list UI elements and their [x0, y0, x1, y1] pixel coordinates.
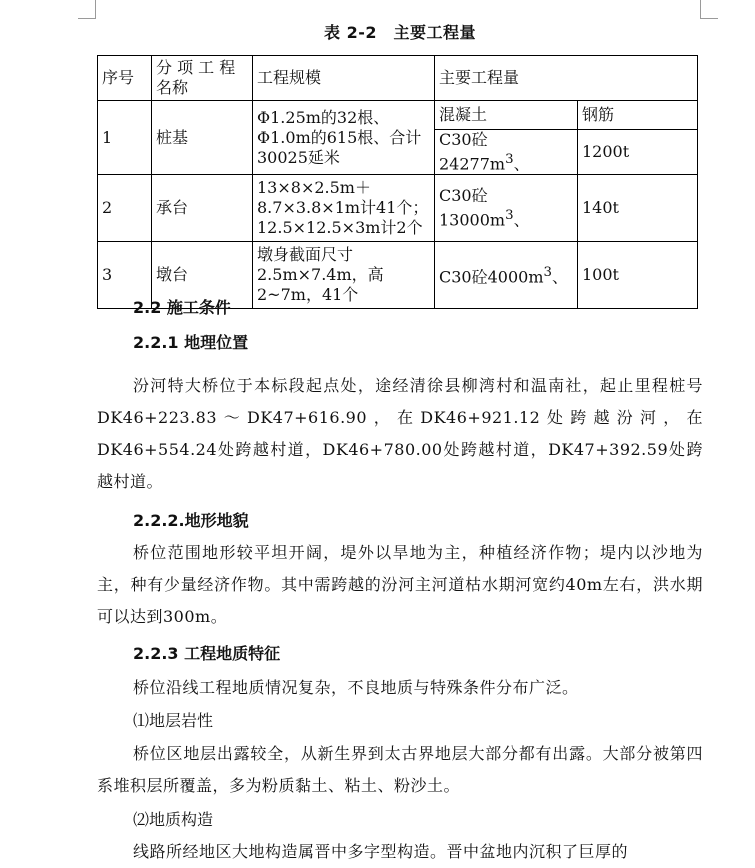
header-name: 分 项 工 程名称: [152, 56, 253, 101]
row2-seq: 2: [98, 175, 152, 242]
section-2-2-3-heading: 2.2.3 工程地质特征: [133, 644, 281, 663]
row1-rebar-label: 钢筋: [578, 101, 698, 130]
item-2-paragraph: 线路所经地区大地构造属晋中多字型构造。晋中盆地内沉积了巨厚的: [133, 842, 629, 861]
section-2-2-3-intro: 桥位沿线工程地质情况复杂，不良地质与特殊条件分布广泛。: [133, 678, 579, 697]
row2-name: 承台: [152, 175, 253, 242]
crop-mark-top-right-vertical: [700, 0, 701, 18]
quantities-table: [97, 55, 698, 309]
row2-rebar: 140t: [578, 175, 698, 242]
row1-rebar: 1200t: [578, 130, 698, 175]
row3-seq: 3: [98, 242, 152, 309]
crop-mark-top-left-horizontal: [78, 18, 96, 19]
header-main-qty: 主要工程量: [435, 56, 698, 101]
header-seq: 序号: [98, 56, 152, 101]
row3-name: 墩台: [152, 242, 253, 309]
row3-concrete: C30砼$4000m^3$、: [435, 242, 578, 309]
table-row: [98, 101, 698, 130]
table-row: [98, 175, 698, 242]
crop-mark-top-left-vertical: [95, 0, 96, 18]
table-caption: 表 2-2 主要工程量: [324, 23, 476, 42]
row2-spec: 13×8×2.5m＋8.7×3.8×1m计41个；12.5×12.5×3m计2个: [253, 175, 435, 242]
row1-concrete-label: 混凝土: [435, 101, 578, 130]
item-1-label: ⑴地层岩性: [133, 711, 214, 730]
row3-spec: 墩身截面尺寸2.5m×7.4m，高2~7m，41个: [253, 242, 435, 309]
section-2-2-2-paragraph: 桥位范围地形较平坦开阔，堤外以旱地为主，种植经济作物；堤内以沙地为主，种有少量经济作物。其中需跨越的汾河主河道枯水期河宽约40m左右，洪水期可以达到300m。: [97, 543, 703, 626]
row1-concrete: C30砼$24277m^3$、: [435, 130, 578, 175]
row2-concrete: C30砼$13000m^3$、: [435, 175, 578, 242]
section-2-2-1-heading: 2.2.1 地理位置: [133, 333, 249, 352]
row1-seq: 1: [98, 101, 152, 175]
crop-mark-top-right-horizontal: [700, 18, 718, 19]
row1-name: 桩基: [152, 101, 253, 175]
item-2-label: ⑵地质构造: [133, 810, 214, 829]
section-2-2-heading: 2.2 施工条件: [133, 298, 231, 317]
header-spec: 工程规模: [253, 56, 435, 101]
section-2-2-1-paragraph: 汾河特大桥位于本标段起点处，途经清徐县柳湾村和温南社，起止里程桩号DK46+223.83～DK47+616.90，在DK46+921.12处跨越汾河，在DK46+554.24处跨越村道，DK46+780.00处跨越村道，DK47+392.59处跨越村道。: [97, 376, 703, 491]
item-1-paragraph: 桥位区地层出露较全，从新生界到太古界地层大部分都有出露。大部分被第四系堆积层所覆盖，多为粉质黏土、粘土、粉沙土。: [97, 744, 703, 795]
section-2-2-2-heading: 2.2.2.地形地貌: [133, 511, 249, 530]
table-header-row: [98, 56, 698, 101]
row3-rebar: 100t: [578, 242, 698, 309]
row1-spec: Φ1.25m的32根、Φ1.0m的615根、合计30025延米: [253, 101, 435, 175]
